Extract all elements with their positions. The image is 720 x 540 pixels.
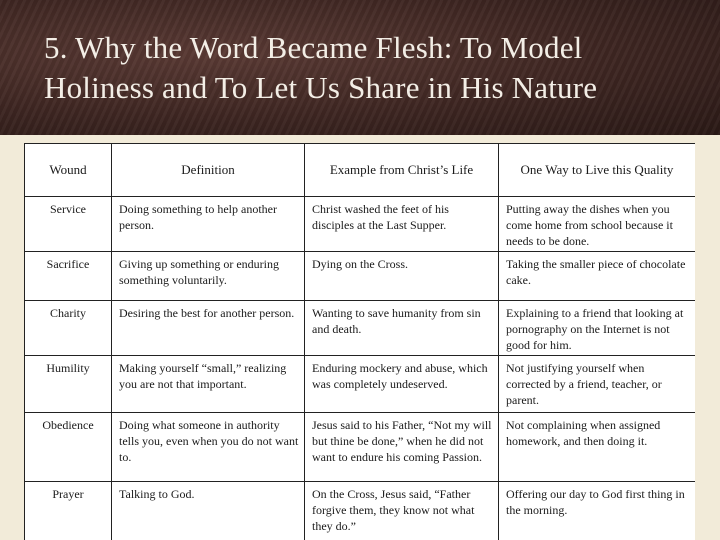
cell-live: Not complaining when assigned homework, and then doing it.: [499, 413, 696, 482]
cell-live: Taking the smaller piece of chocolate cake.: [499, 252, 696, 301]
cell-definition: Making yourself “small,” realizing you are not that important.: [112, 356, 305, 413]
cell-example: On the Cross, Jesus said, “Father forgive them, they know not what they do.”: [305, 482, 499, 540]
cell-example: Jesus said to his Father, “Not my will but thine be done,” when he did not want to endure his coming Passion.: [305, 413, 499, 482]
header-wound: Wound: [25, 144, 112, 197]
header-definition: Definition: [112, 144, 305, 197]
cell-wound: Prayer: [25, 482, 112, 540]
cell-wound: Humility: [25, 356, 112, 413]
cell-live: Explaining to a friend that looking at pornography on the Internet is not good for him.: [499, 301, 696, 356]
virtues-table: [24, 143, 695, 540]
cell-definition: Doing what someone in authority tells you, even when you do not want to.: [112, 413, 305, 482]
cell-example: Christ washed the feet of his disciples at the Last Supper.: [305, 197, 499, 252]
cell-wound: Charity: [25, 301, 112, 356]
cell-example: Wanting to save humanity from sin and death.: [305, 301, 499, 356]
cell-definition: Doing something to help another person.: [112, 197, 305, 252]
cell-definition: Giving up something or enduring something voluntarily.: [112, 252, 305, 301]
cell-definition: Talking to God.: [112, 482, 305, 540]
cell-definition: Desiring the best for another person.: [112, 301, 305, 356]
cell-live: Putting away the dishes when you come home from school because it needs to be done.: [499, 197, 696, 252]
title-bar: [0, 0, 720, 135]
slide-title: 5. Why the Word Became Flesh: To Model Holiness and To Let Us Share in His Nature: [44, 30, 598, 105]
cell-live: Offering our day to God first thing in the morning.: [499, 482, 696, 540]
cell-live: Not justifying yourself when corrected by a friend, teacher, or parent.: [499, 356, 696, 413]
cell-wound: Obedience: [25, 413, 112, 482]
header-live: One Way to Live this Quality: [499, 144, 696, 197]
table-row: [25, 252, 696, 301]
cell-example: Enduring mockery and abuse, which was completely undeserved.: [305, 356, 499, 413]
table-header-row: [25, 144, 696, 197]
table-row: [25, 301, 696, 356]
table-row: [25, 413, 696, 482]
table-row: [25, 356, 696, 413]
cell-wound: Sacrifice: [25, 252, 112, 301]
cell-example: Dying on the Cross.: [305, 252, 499, 301]
table-row: [25, 482, 696, 540]
virtues-table-container: [24, 143, 695, 540]
header-example: Example from Christ’s Life: [305, 144, 499, 197]
table-row: [25, 197, 696, 252]
cell-wound: Service: [25, 197, 112, 252]
